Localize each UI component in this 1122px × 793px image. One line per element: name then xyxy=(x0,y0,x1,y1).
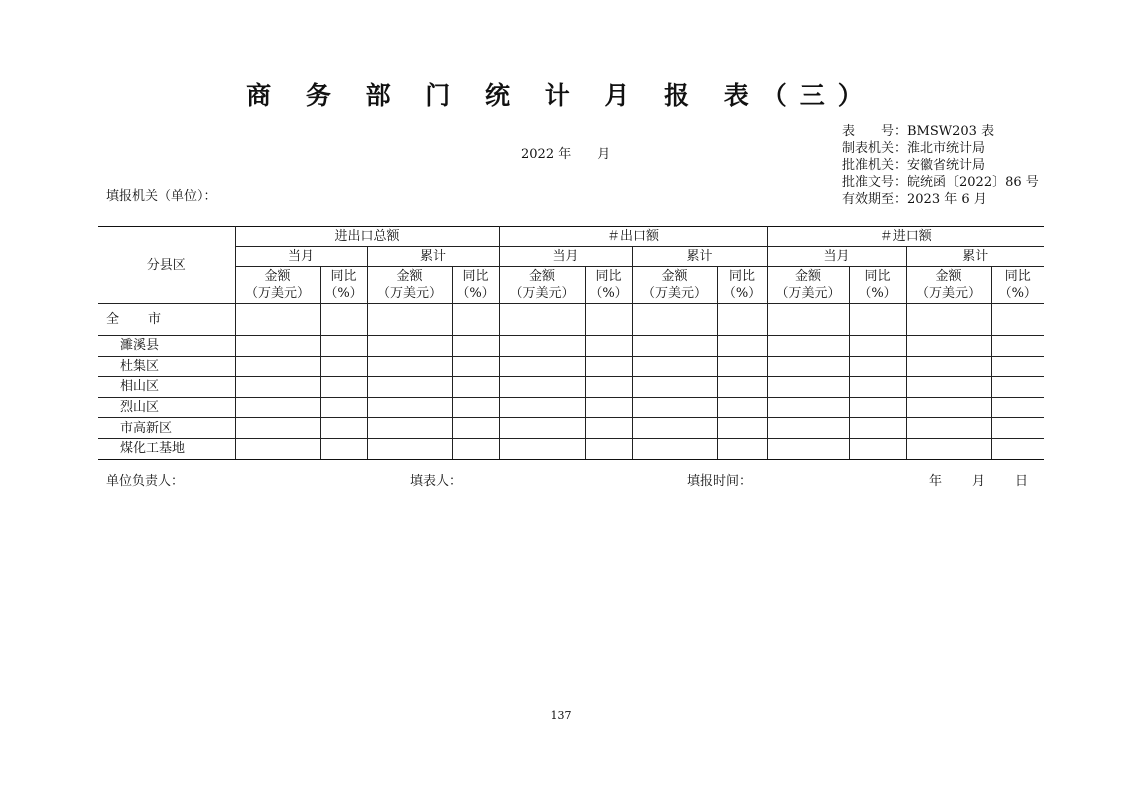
data-cell[interactable] xyxy=(320,336,367,357)
footer-preparer-label: 填表人： xyxy=(410,474,463,489)
data-cell[interactable] xyxy=(235,304,320,336)
data-cell[interactable] xyxy=(632,438,717,459)
data-cell[interactable] xyxy=(767,438,849,459)
data-cell[interactable] xyxy=(452,397,499,418)
data-cell[interactable] xyxy=(991,356,1044,377)
data-cell[interactable] xyxy=(452,304,499,336)
data-cell[interactable] xyxy=(452,438,499,459)
data-cell[interactable] xyxy=(452,377,499,398)
footer-date-label: 填报时间： xyxy=(687,474,753,489)
header-row-measures xyxy=(98,267,1044,304)
row-label: 相山区 xyxy=(98,377,235,398)
data-cell[interactable] xyxy=(320,438,367,459)
data-cell[interactable] xyxy=(367,336,452,357)
table-row xyxy=(98,336,1044,357)
data-cell[interactable] xyxy=(235,397,320,418)
period-year: 2022 年 xyxy=(521,147,572,162)
meta-issuing-agency: 制表机关：淮北市统计局 xyxy=(842,141,986,156)
table-row xyxy=(98,418,1044,439)
header-row-periods xyxy=(98,247,1044,267)
data-cell[interactable] xyxy=(767,418,849,439)
report-title: 商 务 部 门 统 计 月 报 表（三） xyxy=(246,81,876,110)
subheader-cumulative: 累计 xyxy=(906,247,1044,267)
data-cell[interactable] xyxy=(585,336,632,357)
data-cell[interactable] xyxy=(235,418,320,439)
group-header-import: ＃进口额 xyxy=(767,227,1044,247)
data-cell[interactable] xyxy=(991,377,1044,398)
data-cell[interactable] xyxy=(906,356,991,377)
data-cell[interactable] xyxy=(235,356,320,377)
page-number: 137 xyxy=(550,709,572,722)
row-label: 市高新区 xyxy=(98,418,235,439)
filing-unit-label: 填报机关（单位）： xyxy=(106,189,217,204)
data-cell[interactable] xyxy=(367,397,452,418)
data-cell[interactable] xyxy=(991,418,1044,439)
subheader-cumulative: 累计 xyxy=(632,247,767,267)
col-amount-header: 金额 （万美元） xyxy=(906,267,991,304)
col-amount-header: 金额 （万美元） xyxy=(632,267,717,304)
col-yoy-header: 同比 （%） xyxy=(849,267,906,304)
data-cell[interactable] xyxy=(632,304,717,336)
row-label: 濉溪县 xyxy=(98,336,235,357)
data-cell[interactable] xyxy=(499,438,585,459)
subheader-cumulative: 累计 xyxy=(367,247,499,267)
data-cell[interactable] xyxy=(632,377,717,398)
footer-day: 日 xyxy=(1015,474,1029,489)
data-cell[interactable] xyxy=(767,336,849,357)
data-cell[interactable] xyxy=(767,304,849,336)
data-cell[interactable] xyxy=(452,356,499,377)
row-label-city-total: 全 市 xyxy=(98,304,235,336)
data-cell[interactable] xyxy=(849,418,906,439)
data-cell[interactable] xyxy=(585,397,632,418)
col-amount-header: 金额 （万美元） xyxy=(499,267,585,304)
data-cell[interactable] xyxy=(849,377,906,398)
table-row xyxy=(98,438,1044,459)
data-cell[interactable] xyxy=(320,304,367,336)
data-cell[interactable] xyxy=(585,356,632,377)
data-cell[interactable] xyxy=(320,397,367,418)
footer-leader-label: 单位负责人： xyxy=(106,474,185,489)
data-cell[interactable] xyxy=(320,418,367,439)
data-cell[interactable] xyxy=(849,397,906,418)
data-cell[interactable] xyxy=(906,336,991,357)
data-cell[interactable] xyxy=(767,397,849,418)
data-cell[interactable] xyxy=(717,336,767,357)
data-cell[interactable] xyxy=(632,356,717,377)
data-cell[interactable] xyxy=(991,336,1044,357)
data-cell[interactable] xyxy=(632,418,717,439)
data-cell[interactable] xyxy=(367,304,452,336)
data-cell[interactable] xyxy=(717,397,767,418)
data-cell[interactable] xyxy=(367,377,452,398)
data-cell[interactable] xyxy=(717,356,767,377)
data-cell[interactable] xyxy=(767,377,849,398)
col-yoy-header: 同比 （%） xyxy=(717,267,767,304)
data-cell[interactable] xyxy=(235,377,320,398)
subheader-current: 当月 xyxy=(767,247,906,267)
row-header-district: 分县区 xyxy=(98,227,235,304)
group-header-total: 进出口总额 xyxy=(235,227,499,247)
data-cell[interactable] xyxy=(499,377,585,398)
data-cell[interactable] xyxy=(499,418,585,439)
report-table xyxy=(98,226,1044,460)
subheader-current: 当月 xyxy=(235,247,367,267)
table-row xyxy=(98,397,1044,418)
col-yoy-header: 同比 （%） xyxy=(452,267,499,304)
col-amount-header: 金额 （万美元） xyxy=(235,267,320,304)
meta-form-number: 表 号：BMSW203 表 xyxy=(842,124,995,139)
row-label: 杜集区 xyxy=(98,356,235,377)
data-cell[interactable] xyxy=(235,336,320,357)
subheader-current: 当月 xyxy=(499,247,632,267)
data-cell[interactable] xyxy=(906,397,991,418)
footer-month: 月 xyxy=(972,474,986,489)
data-cell[interactable] xyxy=(320,377,367,398)
data-cell[interactable] xyxy=(585,418,632,439)
col-yoy-header: 同比 （%） xyxy=(320,267,367,304)
row-label: 煤化工基地 xyxy=(98,438,235,459)
table-row xyxy=(98,356,1044,377)
data-cell[interactable] xyxy=(767,356,849,377)
period-month: 月 xyxy=(597,147,611,162)
footer-year: 年 xyxy=(929,474,943,489)
data-cell[interactable] xyxy=(717,418,767,439)
data-cell[interactable] xyxy=(499,397,585,418)
meta-approving-agency: 批准机关：安徽省统计局 xyxy=(842,158,986,173)
data-cell[interactable] xyxy=(499,336,585,357)
report-period xyxy=(521,143,610,162)
data-cell[interactable] xyxy=(585,438,632,459)
data-cell[interactable] xyxy=(585,304,632,336)
data-cell[interactable] xyxy=(632,397,717,418)
data-cell[interactable] xyxy=(906,304,991,336)
table-row xyxy=(98,304,1044,336)
data-cell[interactable] xyxy=(717,304,767,336)
row-label: 烈山区 xyxy=(98,397,235,418)
data-cell[interactable] xyxy=(991,397,1044,418)
header-row-groups xyxy=(98,227,1044,247)
data-cell[interactable] xyxy=(499,304,585,336)
meta-valid-until: 有效期至：2023 年 6 月 xyxy=(842,192,987,207)
data-cell[interactable] xyxy=(585,377,632,398)
data-cell[interactable] xyxy=(499,356,585,377)
col-amount-header: 金额 （万美元） xyxy=(767,267,849,304)
data-cell[interactable] xyxy=(849,336,906,357)
data-cell[interactable] xyxy=(367,356,452,377)
data-cell[interactable] xyxy=(849,438,906,459)
table-row xyxy=(98,377,1044,398)
meta-approval-number: 批准文号：皖统函〔2022〕86 号 xyxy=(842,175,1039,190)
data-cell[interactable] xyxy=(235,438,320,459)
col-yoy-header: 同比 （%） xyxy=(585,267,632,304)
data-cell[interactable] xyxy=(452,336,499,357)
data-cell[interactable] xyxy=(906,418,991,439)
data-cell[interactable] xyxy=(849,304,906,336)
data-cell[interactable] xyxy=(906,377,991,398)
data-cell[interactable] xyxy=(320,356,367,377)
data-cell[interactable] xyxy=(367,418,452,439)
data-cell[interactable] xyxy=(849,356,906,377)
data-cell[interactable] xyxy=(717,377,767,398)
data-cell[interactable] xyxy=(717,438,767,459)
data-cell[interactable] xyxy=(632,336,717,357)
data-cell[interactable] xyxy=(906,438,991,459)
data-cell[interactable] xyxy=(367,438,452,459)
form-metadata xyxy=(842,123,1039,208)
group-header-export: ＃出口额 xyxy=(499,227,767,247)
col-amount-header: 金额 （万美元） xyxy=(367,267,452,304)
col-yoy-header: 同比 （%） xyxy=(991,267,1044,304)
data-cell[interactable] xyxy=(452,418,499,439)
data-cell[interactable] xyxy=(991,438,1044,459)
data-cell[interactable] xyxy=(991,304,1044,336)
